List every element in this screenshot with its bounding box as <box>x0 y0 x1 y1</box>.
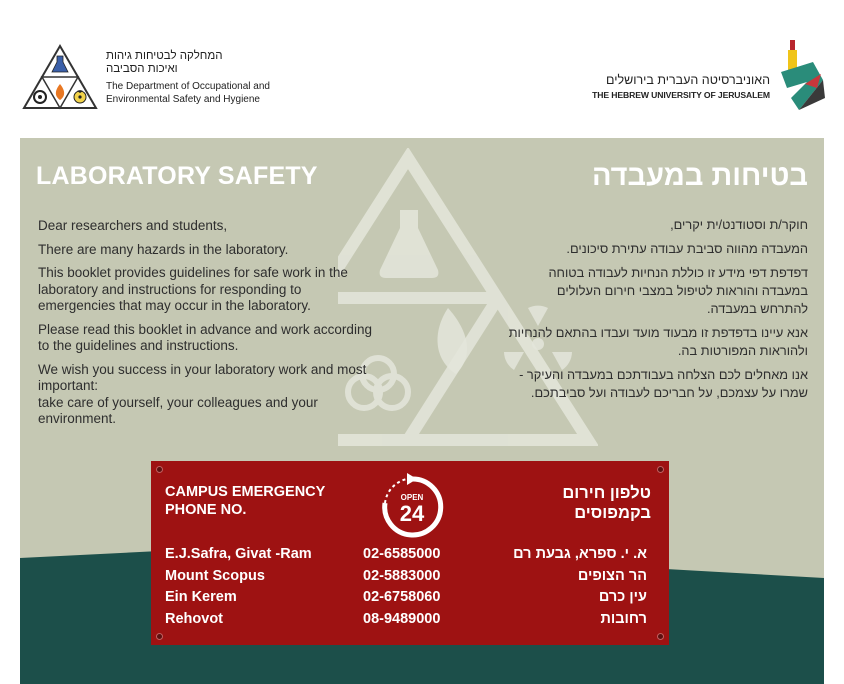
body-hebrew-paragraph: אנו מאחלים לכם הצלחה בעבודתכם במעבדה והעיקר - שמרו על עצמכם, על חבריכם לעבודה ועל סביבתכם. <box>519 367 808 400</box>
department-english-line1: The Department of Occupational and <box>106 81 270 92</box>
title-english: LABORATORY SAFETY <box>36 162 318 190</box>
department-hebrew-line1: המחלקה לבטיחות גיהות <box>106 50 223 62</box>
emergency-list <box>165 546 655 632</box>
emergency-title-hebrew-line2: בקמפוסים <box>574 504 651 522</box>
title-hebrew: בטיחות במעבדה <box>591 160 808 192</box>
body-english-paragraph: Dear researchers and students, <box>38 218 228 233</box>
campus-name-hebrew: א. י. ספרא, גבעת רם <box>513 546 647 562</box>
rivet <box>657 466 664 473</box>
campus-name-hebrew: עין כרם <box>598 589 647 605</box>
badge-24-text: 24 <box>399 501 425 526</box>
body-hebrew-paragraph: אנא עיינו בדפדפת זו מבעוד מועד ועבדו בהתאם להנחיות ולהוראות המפורטות בה. <box>508 325 808 358</box>
emergency-title-english-line1: CAMPUS EMERGENCY <box>165 484 326 500</box>
campus-row <box>165 589 655 611</box>
huji-logo-icon <box>777 38 827 118</box>
body-english-paragraph: This booklet provides guidelines for safe work in the laboratory and instructions for responding to emergencies that may occur in the laboratory. <box>38 265 348 313</box>
body-english-paragraph: take care of yourself, your colleagues and your environment. <box>38 394 318 426</box>
campus-phone[interactable]: 08-9489000 <box>363 610 441 627</box>
emergency-title-hebrew-line1: טלפון חירום <box>562 484 651 502</box>
body-english-paragraph: We wish you success in your laboratory work and most important: <box>38 361 367 393</box>
body-english <box>38 218 378 435</box>
campus-phone[interactable]: 02-6585000 <box>363 546 441 562</box>
campus-phone[interactable]: 02-6758060 <box>363 589 441 605</box>
emergency-title-english-line2: PHONE NO. <box>165 502 247 518</box>
campus-name-hebrew: הר הצופים <box>577 567 647 584</box>
campus-row <box>165 611 655 633</box>
badge-open-text: OPEN <box>400 493 424 502</box>
campus-name-english: E.J.Safra, Givat -Ram <box>165 546 312 562</box>
body-hebrew-paragraph: חוקר/ת וסטודנט/ית יקרים, <box>670 217 808 232</box>
body-hebrew-paragraph: דפדפת דפי מידע זו כוללת הנחיות לעבודה בטוחה במעבדה והוראות לטיפול במצבי חירום העלולים להתרחש במעבדה. <box>548 265 808 316</box>
department-name-hebrew <box>106 50 276 76</box>
university-name-english: THE HEBREW UNIVERSITY OF JERUSALEM <box>592 90 770 100</box>
campus-row <box>165 568 655 590</box>
campus-name-english: Rehovot <box>165 610 223 627</box>
rivet <box>156 466 163 473</box>
university-name-hebrew: האוניברסיטה העברית בירושלים <box>606 73 770 87</box>
rivet <box>156 633 163 640</box>
rivet <box>657 633 664 640</box>
body-english-paragraph: Please read this booklet in advance and work according to the guidelines and instructions. <box>38 321 372 353</box>
body-hebrew <box>508 216 808 408</box>
campus-name-english: Ein Kerem <box>165 589 237 605</box>
emergency-phone-box <box>151 461 669 645</box>
department-english-line2: Environmental Safety and Hygiene <box>106 94 260 105</box>
campus-phone[interactable]: 02-5883000 <box>363 567 441 584</box>
body-english-paragraph: There are many hazards in the laboratory. <box>38 241 289 257</box>
open-24-clock-icon <box>377 473 447 541</box>
campus-name-english: Mount Scopus <box>165 567 265 584</box>
campus-name-hebrew: רחובות <box>600 610 647 627</box>
hazard-triangle-logo-icon <box>22 44 98 110</box>
emergency-title-hebrew <box>491 483 651 523</box>
department-hebrew-line2: ואיכות הסביבה <box>106 63 178 75</box>
campus-row <box>165 546 655 568</box>
emergency-title-english <box>165 483 325 519</box>
body-hebrew-paragraph: המעבדה מהווה סביבת עבודה עתירת סיכונים. <box>566 241 808 256</box>
main-panel <box>20 138 824 684</box>
department-name-english <box>106 80 270 106</box>
